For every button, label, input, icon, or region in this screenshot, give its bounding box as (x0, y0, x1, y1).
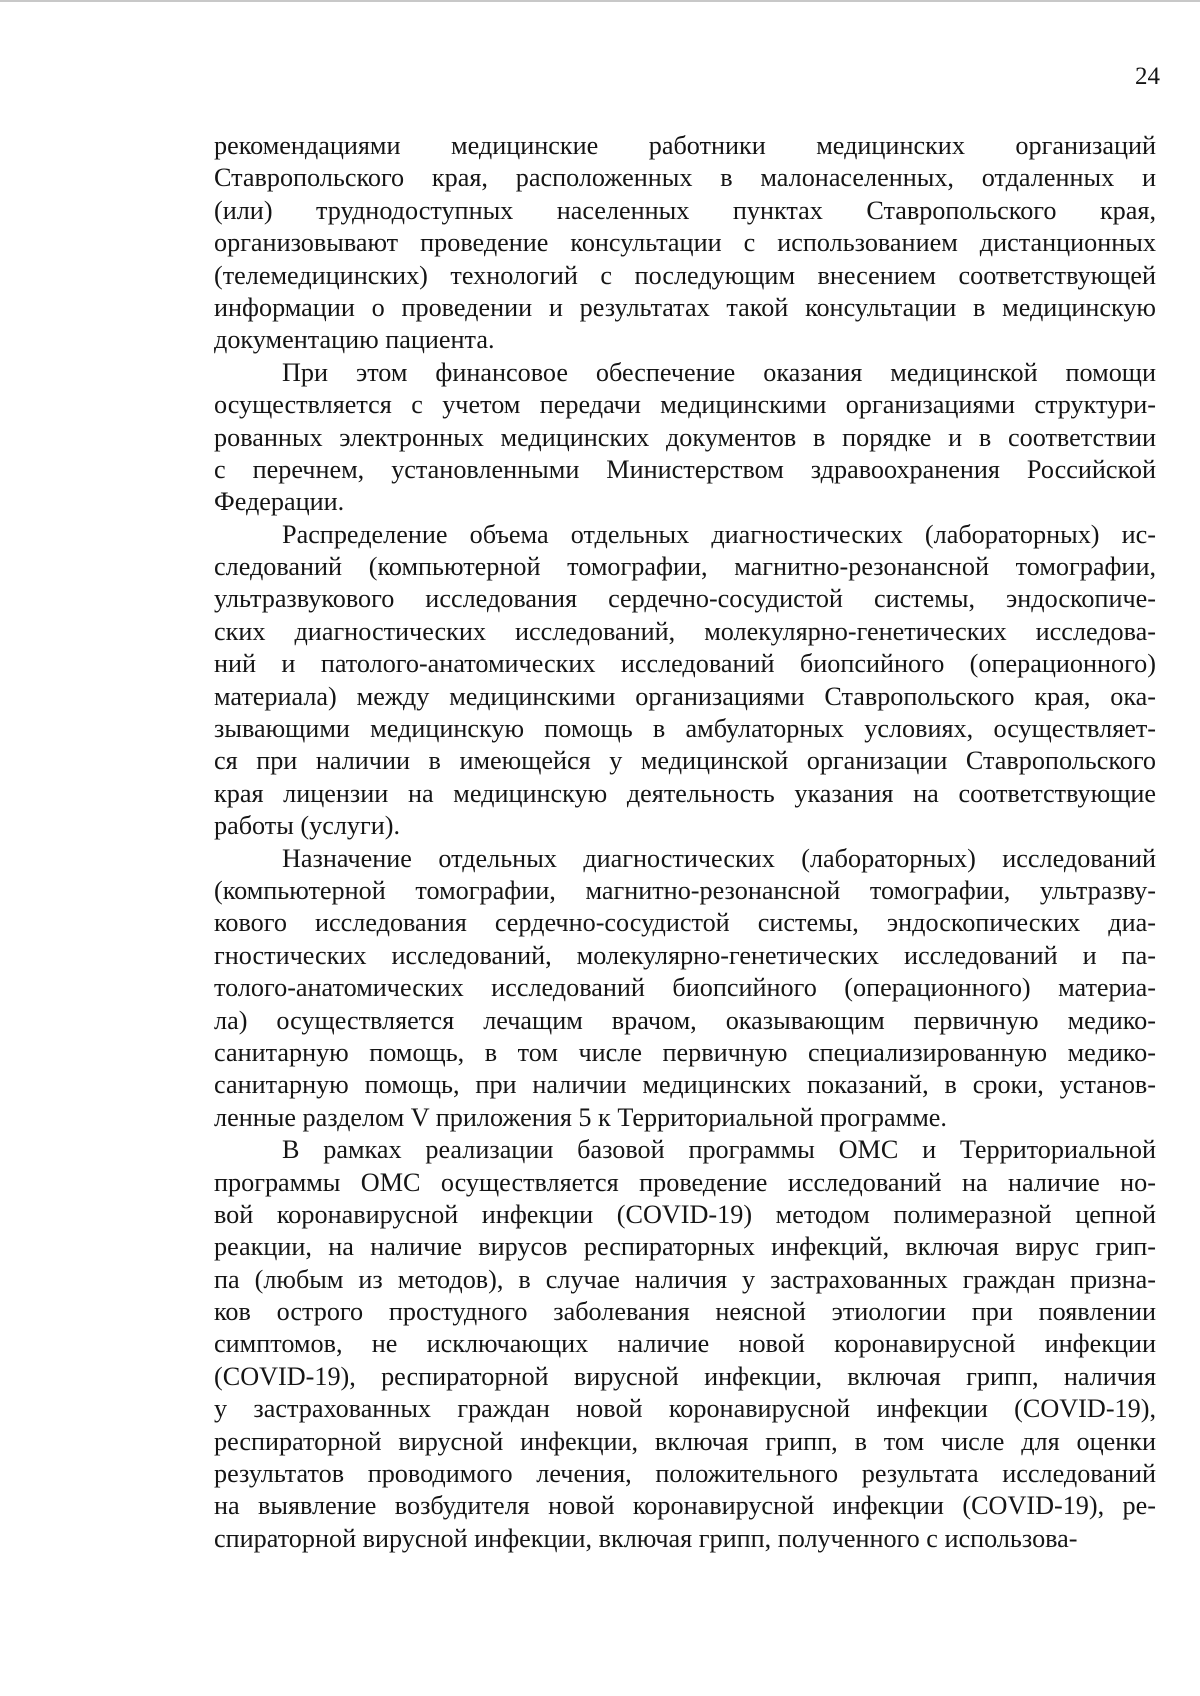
page-number: 24 (1135, 63, 1160, 90)
text-line: При этом финансовое обеспечение оказания медицинской помощи (282, 357, 1156, 387)
top-edge-rule (0, 0, 1200, 2)
text-line: (или) труднодоступных населенных пунктах Ставропольского края, (214, 195, 1156, 225)
text-line: ультразвукового исследования сердечно-сосудистой системы, эндоскопиче- (214, 584, 1156, 614)
text-line: ний и патолого-анатомических исследований биопсийного (операционного) (214, 649, 1156, 679)
text-line: толого-анатомических исследований биопсийного (операционного) материа- (214, 973, 1156, 1003)
text-line: документацию пациента. (214, 325, 495, 355)
text-line: у застрахованных граждан новой коронавирусной инфекции (COVID-19), (214, 1394, 1156, 1424)
text-line: рекомендациями медицинские работники медицинских организаций (214, 131, 1156, 160)
text-line: информации о проведении и результатах такой консультации в медицинскую (214, 292, 1156, 322)
text-line: санитарную помощь, в том числе первичную специализированную медико- (214, 1037, 1156, 1067)
text-line: следований (компьютерной томографии, магнитно-резонансной томографии, (214, 552, 1156, 582)
body-text (214, 130, 1156, 1555)
text-line: на выявление возбудителя новой коронавирусной инфекции (COVID-19), ре- (214, 1491, 1156, 1521)
paragraph (214, 843, 1156, 1135)
text-line: материала) между медицинскими организациями Ставропольского края, ока- (214, 681, 1156, 711)
text-line: (компьютерной томографии, магнитно-резонансной томографии, ультразву- (214, 875, 1156, 905)
text-line: ла) осуществляется лечащим врачом, оказывающим первичную медико- (214, 1005, 1156, 1035)
text-line: работы (услуги). (214, 811, 400, 841)
text-line: результатов проводимого лечения, положительного результата исследований (214, 1459, 1156, 1489)
paragraph (214, 130, 1156, 357)
paragraph (214, 357, 1156, 519)
text-line: кового исследования сердечно-сосудистой системы, эндоскопических диа- (214, 908, 1156, 938)
text-line: Ставропольского края, расположенных в малонаселенных, отдаленных и (214, 163, 1156, 193)
text-line: ков острого простудного заболевания неясной этиологии при появлении (214, 1297, 1156, 1327)
text-line: гностических исследований, молекулярно-генетических исследований и па- (214, 940, 1156, 970)
text-line: ских диагностических исследований, молекулярно-генетических исследова- (214, 616, 1156, 646)
text-line: спираторной вирусной инфекции, включая грипп, полученного с использова- (214, 1523, 1078, 1553)
text-line: осуществляется с учетом передачи медицинскими организациями структури- (214, 390, 1156, 420)
text-line: вой коронавирусной инфекции (COVID-19) методом полимеразной цепной (214, 1199, 1156, 1229)
text-line: ся при наличии в имеющейся у медицинской организации Ставропольского (214, 746, 1156, 776)
text-line: па (любым из методов), в случае наличия у застрахованных граждан призна- (214, 1264, 1156, 1294)
text-line: организовывают проведение консультации с использованием дистанционных (214, 228, 1156, 258)
text-line: Назначение отдельных диагностических (лабораторных) исследований (282, 843, 1156, 873)
text-line: реакции, на наличие вирусов респираторных инфекций, включая вирус грип- (214, 1232, 1156, 1262)
text-line: Федерации. (214, 487, 345, 517)
text-line: Распределение объема отдельных диагностических (лабораторных) ис- (282, 519, 1156, 549)
text-line: (телемедицинских) технологий с последующим внесением соответствующей (214, 260, 1156, 290)
text-line: симптомов, не исключающих наличие новой коронавирусной инфекции (214, 1329, 1156, 1359)
text-line: программы ОМС осуществляется проведение исследований на наличие но- (214, 1167, 1156, 1197)
text-line: зывающими медицинскую помощь в амбулаторных условиях, осуществляет- (214, 714, 1156, 744)
text-line: В рамках реализации базовой программы ОМС и Территориальной (282, 1135, 1156, 1165)
paragraph (214, 1134, 1156, 1555)
text-line: рованных электронных медицинских документов в порядке и в соответствии (214, 422, 1156, 452)
text-line: (COVID-19), респираторной вирусной инфекции, включая грипп, наличия (214, 1361, 1156, 1391)
paragraph (214, 519, 1156, 843)
text-line: респираторной вирусной инфекции, включая грипп, в том числе для оценки (214, 1426, 1156, 1456)
text-line: края лицензии на медицинскую деятельность указания на соответствующие (214, 778, 1156, 808)
text-line: ленные разделом V приложения 5 к Территориальной программе. (214, 1102, 947, 1132)
text-line: санитарную помощь, при наличии медицинских показаний, в сроки, установ- (214, 1070, 1156, 1100)
text-line: с перечнем, установленными Министерством здравоохранения Российской (214, 454, 1156, 484)
